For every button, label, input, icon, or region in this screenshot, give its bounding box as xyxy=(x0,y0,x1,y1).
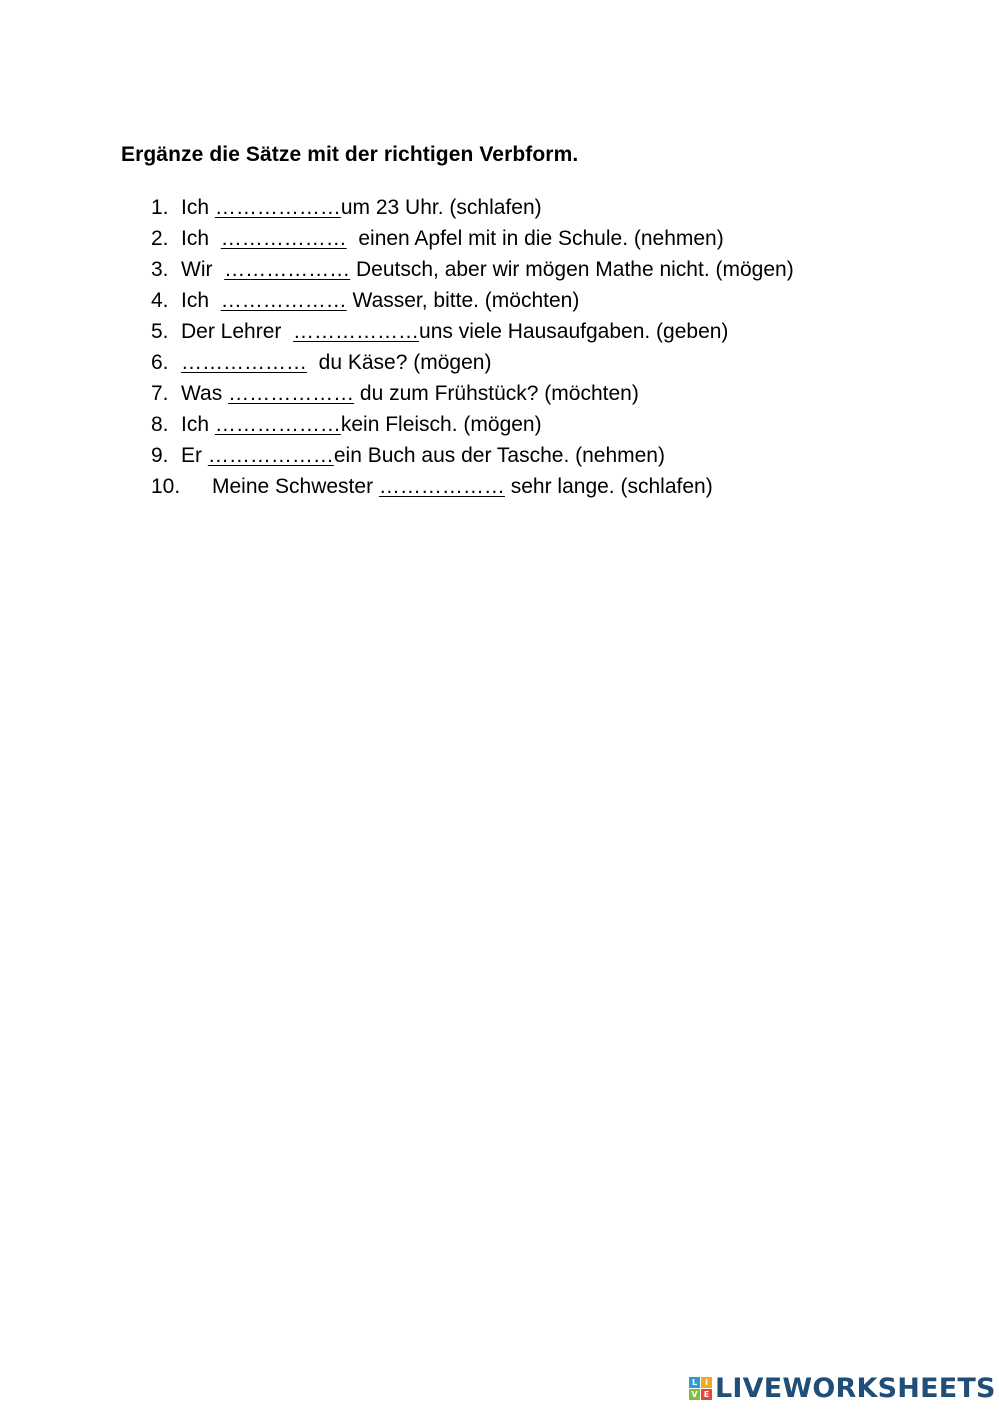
item-text-after: uns viele Hausaufgaben. (geben) xyxy=(419,320,729,343)
item-text-before: Der Lehrer xyxy=(181,320,294,343)
answer-blank[interactable]: ……………… xyxy=(214,196,341,219)
item-text-after: du Käse? (mögen) xyxy=(307,351,492,374)
answer-blank[interactable]: ……………… xyxy=(224,258,351,281)
item-text-after: Deutsch, aber wir mögen Mathe nicht. (mögen) xyxy=(350,258,794,281)
exercise-item-8 xyxy=(151,409,794,440)
item-text-after: einen Apfel mit in die Schule. (nehmen) xyxy=(346,227,724,250)
item-text-after: Wasser, bitte. (möchten) xyxy=(346,289,580,312)
worksheet-title: Ergänze die Sätze mit der richtigen Verbform. xyxy=(121,143,579,166)
answer-blank[interactable]: ……………… xyxy=(293,320,420,343)
answer-blank[interactable]: ……………… xyxy=(220,227,347,250)
exercise-item-9 xyxy=(151,440,794,471)
item-text-after: du zum Frühstück? (möchten) xyxy=(354,382,639,405)
exercise-item-1 xyxy=(151,192,794,223)
item-number: 2. xyxy=(151,227,169,250)
item-text-after: um 23 Uhr. (schlafen) xyxy=(340,196,542,219)
item-number: 6. xyxy=(151,351,169,374)
item-number: 3. xyxy=(151,258,169,281)
item-text-before: Meine Schwester xyxy=(212,475,379,498)
item-text-before: Ich xyxy=(181,196,215,219)
answer-blank[interactable]: ……………… xyxy=(220,289,347,312)
logo-letter: V xyxy=(689,1389,700,1400)
exercise-item-4 xyxy=(151,285,794,316)
answer-blank[interactable]: ……………… xyxy=(181,351,307,374)
answer-blank[interactable]: ……………… xyxy=(378,475,505,498)
item-number: 1. xyxy=(151,196,169,219)
item-text-after: ein Buch aus der Tasche. (nehmen) xyxy=(333,444,665,467)
item-text-before: Ich xyxy=(181,289,221,312)
item-number: 4. xyxy=(151,289,169,312)
logo-letter: L xyxy=(689,1377,700,1388)
item-number: 9. xyxy=(151,444,169,467)
item-text-before: Ich xyxy=(181,227,221,250)
item-number: 5. xyxy=(151,320,169,343)
logo-letter: I xyxy=(701,1377,712,1388)
exercise-list xyxy=(151,192,794,502)
item-text-before: Er xyxy=(181,444,208,467)
item-text-after: sehr lange. (schlafen) xyxy=(504,475,713,498)
answer-blank[interactable]: ……………… xyxy=(228,382,355,405)
exercise-item-10 xyxy=(151,471,794,502)
answer-blank[interactable]: ……………… xyxy=(207,444,334,467)
answer-blank[interactable]: ……………… xyxy=(214,413,341,436)
exercise-item-2 xyxy=(151,223,794,254)
logo-mark-icon xyxy=(689,1377,712,1400)
exercise-item-6 xyxy=(151,347,794,378)
exercise-item-5 xyxy=(151,316,794,347)
exercise-item-7 xyxy=(151,378,794,409)
item-number: 7. xyxy=(151,382,169,405)
item-text-before: Wir xyxy=(181,258,225,281)
item-text-before: Ich xyxy=(181,413,215,436)
item-text-before: Was xyxy=(181,382,229,405)
logo-letter: E xyxy=(701,1389,712,1400)
logo-text: LIVEWORKSHEETS xyxy=(715,1372,996,1404)
exercise-item-3 xyxy=(151,254,794,285)
liveworksheets-logo xyxy=(689,1374,996,1402)
item-text-after: kein Fleisch. (mögen) xyxy=(340,413,542,436)
item-number: 8. xyxy=(151,413,169,436)
item-number: 10. xyxy=(151,475,181,498)
